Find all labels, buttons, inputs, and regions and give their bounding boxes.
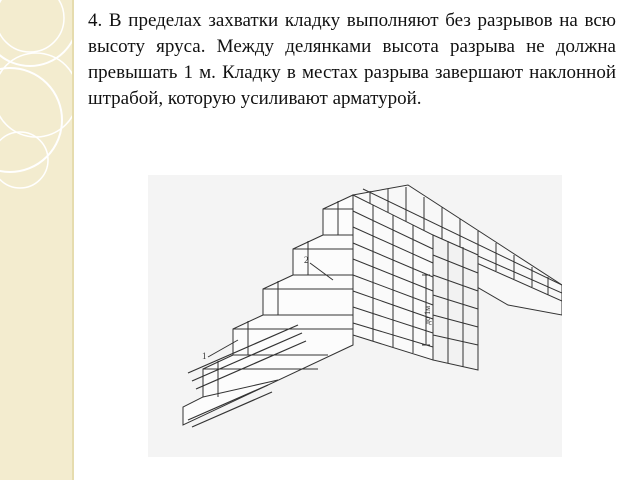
callout-1-label: 1 <box>202 351 207 361</box>
masonry-figure <box>148 175 562 457</box>
brick-wall-drawing <box>148 175 562 457</box>
slide-paragraph: 4. В пределах захватки кладку выполняют без разрывов на всю высоту яруса. Между делянками высота разрыва не должна превышать 1 м. Кладку в местах разрыва завершают наклонной штрабой, которую усиливают арматурой. <box>88 10 616 109</box>
stepped-toothing <box>183 195 353 425</box>
height-callout-label: до 1м <box>423 305 432 325</box>
end-column <box>433 235 478 370</box>
decorative-circles <box>0 0 72 480</box>
decorative-side-band <box>0 0 74 480</box>
callout-2-label: 2 <box>304 255 309 265</box>
